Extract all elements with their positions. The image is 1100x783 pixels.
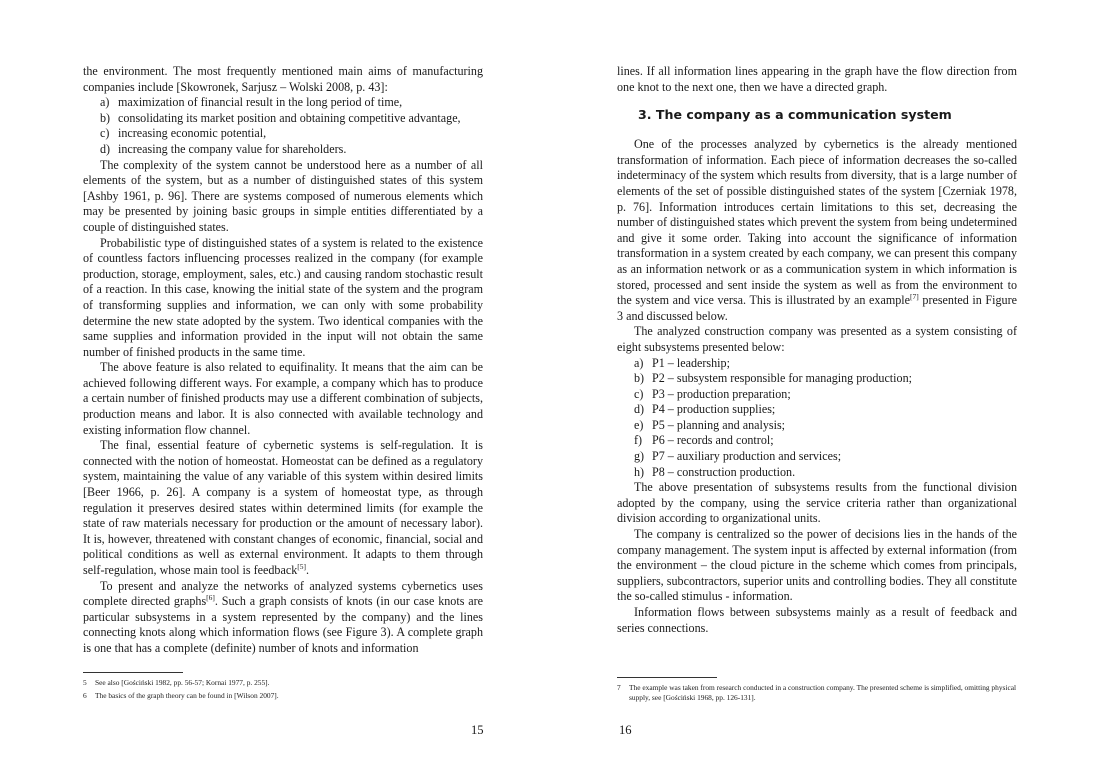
list-item: f) P6 – records and control; [634,433,774,448]
paragraph: the environment. The most frequently mentioned main aims of manufacturing companies include [Skowronek, Sarjusz – Wolski 2008, p. 43]: [83,64,483,94]
paragraph: The above feature is also related to equifinality. It means that the aim can be achieved following different ways. For example, a company which has to produce a certain number of finished products may use a different combination of subjects, production means and labor. It is also connected with available technology and existing information flow channel. [83,360,483,437]
list-item: a) P1 – leadership; [634,355,730,370]
right-page-body [617,64,1017,636]
footnotes [617,683,1017,706]
left-page-body [83,64,483,657]
subsystems-list [617,356,1017,481]
list-item: g) P7 – auxiliary production and services; [634,449,842,464]
paragraph: Information flows between subsystems mainly as a result of feedback and series connections. [617,605,1017,635]
list-item: b) P2 – subsystem responsible for managing production; [634,371,912,386]
list-item: e) P5 – planning and analysis; [634,417,786,432]
paragraph: One of the processes analyzed by cybernetics is the already mentioned transformation of information. Each piece of information decreases the so-called indeterminacy of the system which results from diversity, that is a large number of elements of the set of possible distinguished states of the system [Czerniak 1978, p. 76]. Information introduces certain limitations to this set, decreasing the number of distinguished states which prevent the system from being undetermined and give it some order. Taking into account the significance of information transformation in a system created by each company, we can present this company as an information network or as a communication system in which information is stored, processed and sent inside the system as well as from the environment to the system and vice versa. This is illustrated by an example[7] presented in Figure 3 and discussed below. [617,137,1017,323]
page-number: 15 [471,723,484,737]
list-item: h) P8 – construction production. [634,464,796,479]
paragraph: To present and analyze the networks of analyzed systems cybernetics uses complete directed graphs[6]. Such a graph consists of knots (in our case knots are particular subsystems in a system represented by the company) and the lines connecting knots along which information flows (see Figure 3). A complete graph is one that has a complete (definite) number of knots and information [83,578,483,655]
section-heading: 3. The company as a communication system [638,107,952,123]
paragraph: The analyzed construction company was presented as a system consisting of eight subsystems presented below: [617,324,1017,354]
footnote: 5 See also [Gościński 1982, pp. 56-57; Kornai 1977, p. 255]. [83,678,270,687]
list-item: b) consolidating its market position and obtaining competitive advantage, [100,110,461,125]
footnotes [83,678,483,704]
paragraph: lines. If all information lines appearing in the graph have the flow direction from one knot to the next one, then we have a directed graph. [617,64,1017,94]
footnote-ref[interactable]: [5] [297,561,307,571]
list-item: d) increasing the company value for shareholders. [100,141,347,156]
paragraph: The above presentation of subsystems results from the functional division adopted by the company, using the service criteria rather than organizational division according to organizational units. [617,480,1017,526]
footnote-ref[interactable]: [6] [206,593,215,603]
aims-list [83,95,483,157]
page-number: 16 [619,723,632,737]
list-item: c) P3 – production preparation; [634,386,791,401]
paragraph: The final, essential feature of cybernetic systems is self-regulation. It is connected with the notion of homeostat. Homeostat can be defined as a regulatory system, maintaining the value of any variable of this system within desired limits [Beer 1966, p. 26]. A company is a system of homeostat type, as through regulation it preserves desired states within determined limits (for example the state of raw materials necessary for production or the amount of necessary labor). It is, however, threatened with constant changes of economic, financial, social and political conditions as well as external environment. It adapts to them through self-regulation, whose main tool is feedback[5]. [83,438,483,577]
paragraph: The company is centralized so the power of decisions lies in the hands of the company management. The system input is affected by external information (from the environment – the cloud picture in the scheme which comes from principals, suppliers, subcontractors, superior units and controlling bodies. They all constitute the so-called stimulus - information. [617,527,1017,604]
list-item: a) maximization of financial result in the long period of time, [100,95,403,110]
footnote-divider [617,677,717,678]
list-item: c) increasing economic potential, [100,126,267,141]
left-page [83,0,483,783]
paragraph: The complexity of the system cannot be understood here as a number of all elements of the system, but as a number of distinguished states of this system [Ashby 1961, p. 96]. There are systems composed of numerous elements which may be presented by joining basic groups in simple entities differentiated by a couple of distinguished states. [83,157,483,234]
right-page [617,0,1017,783]
paragraph: Probabilistic type of distinguished states of a system is related to the existence of countless factors influencing processes realized in the company (for example production, storage, employment, sales, etc.) and causing random stochastic result of a reaction. In this case, knowing the initial state of the system and the program of transforming supplies and information, we can only with some probability determine the new state adopted by the system. Two identical companies with the same supplies and information provided in the input will not obtain the same number of finished products in the same time. [83,235,483,359]
footnote-ref[interactable]: [7] [910,292,919,302]
footnote: 7 The example was taken from research conducted in a construction company. The presented scheme is simplified, omitting physical supply, see [Gościński 1968, pp. 126-131]. [617,683,1017,702]
footnote: 6 The basics of the graph theory can be found in [Wilson 2007]. [83,691,279,700]
footnote-divider [83,672,183,673]
list-item: d) P4 – production supplies; [634,402,776,417]
